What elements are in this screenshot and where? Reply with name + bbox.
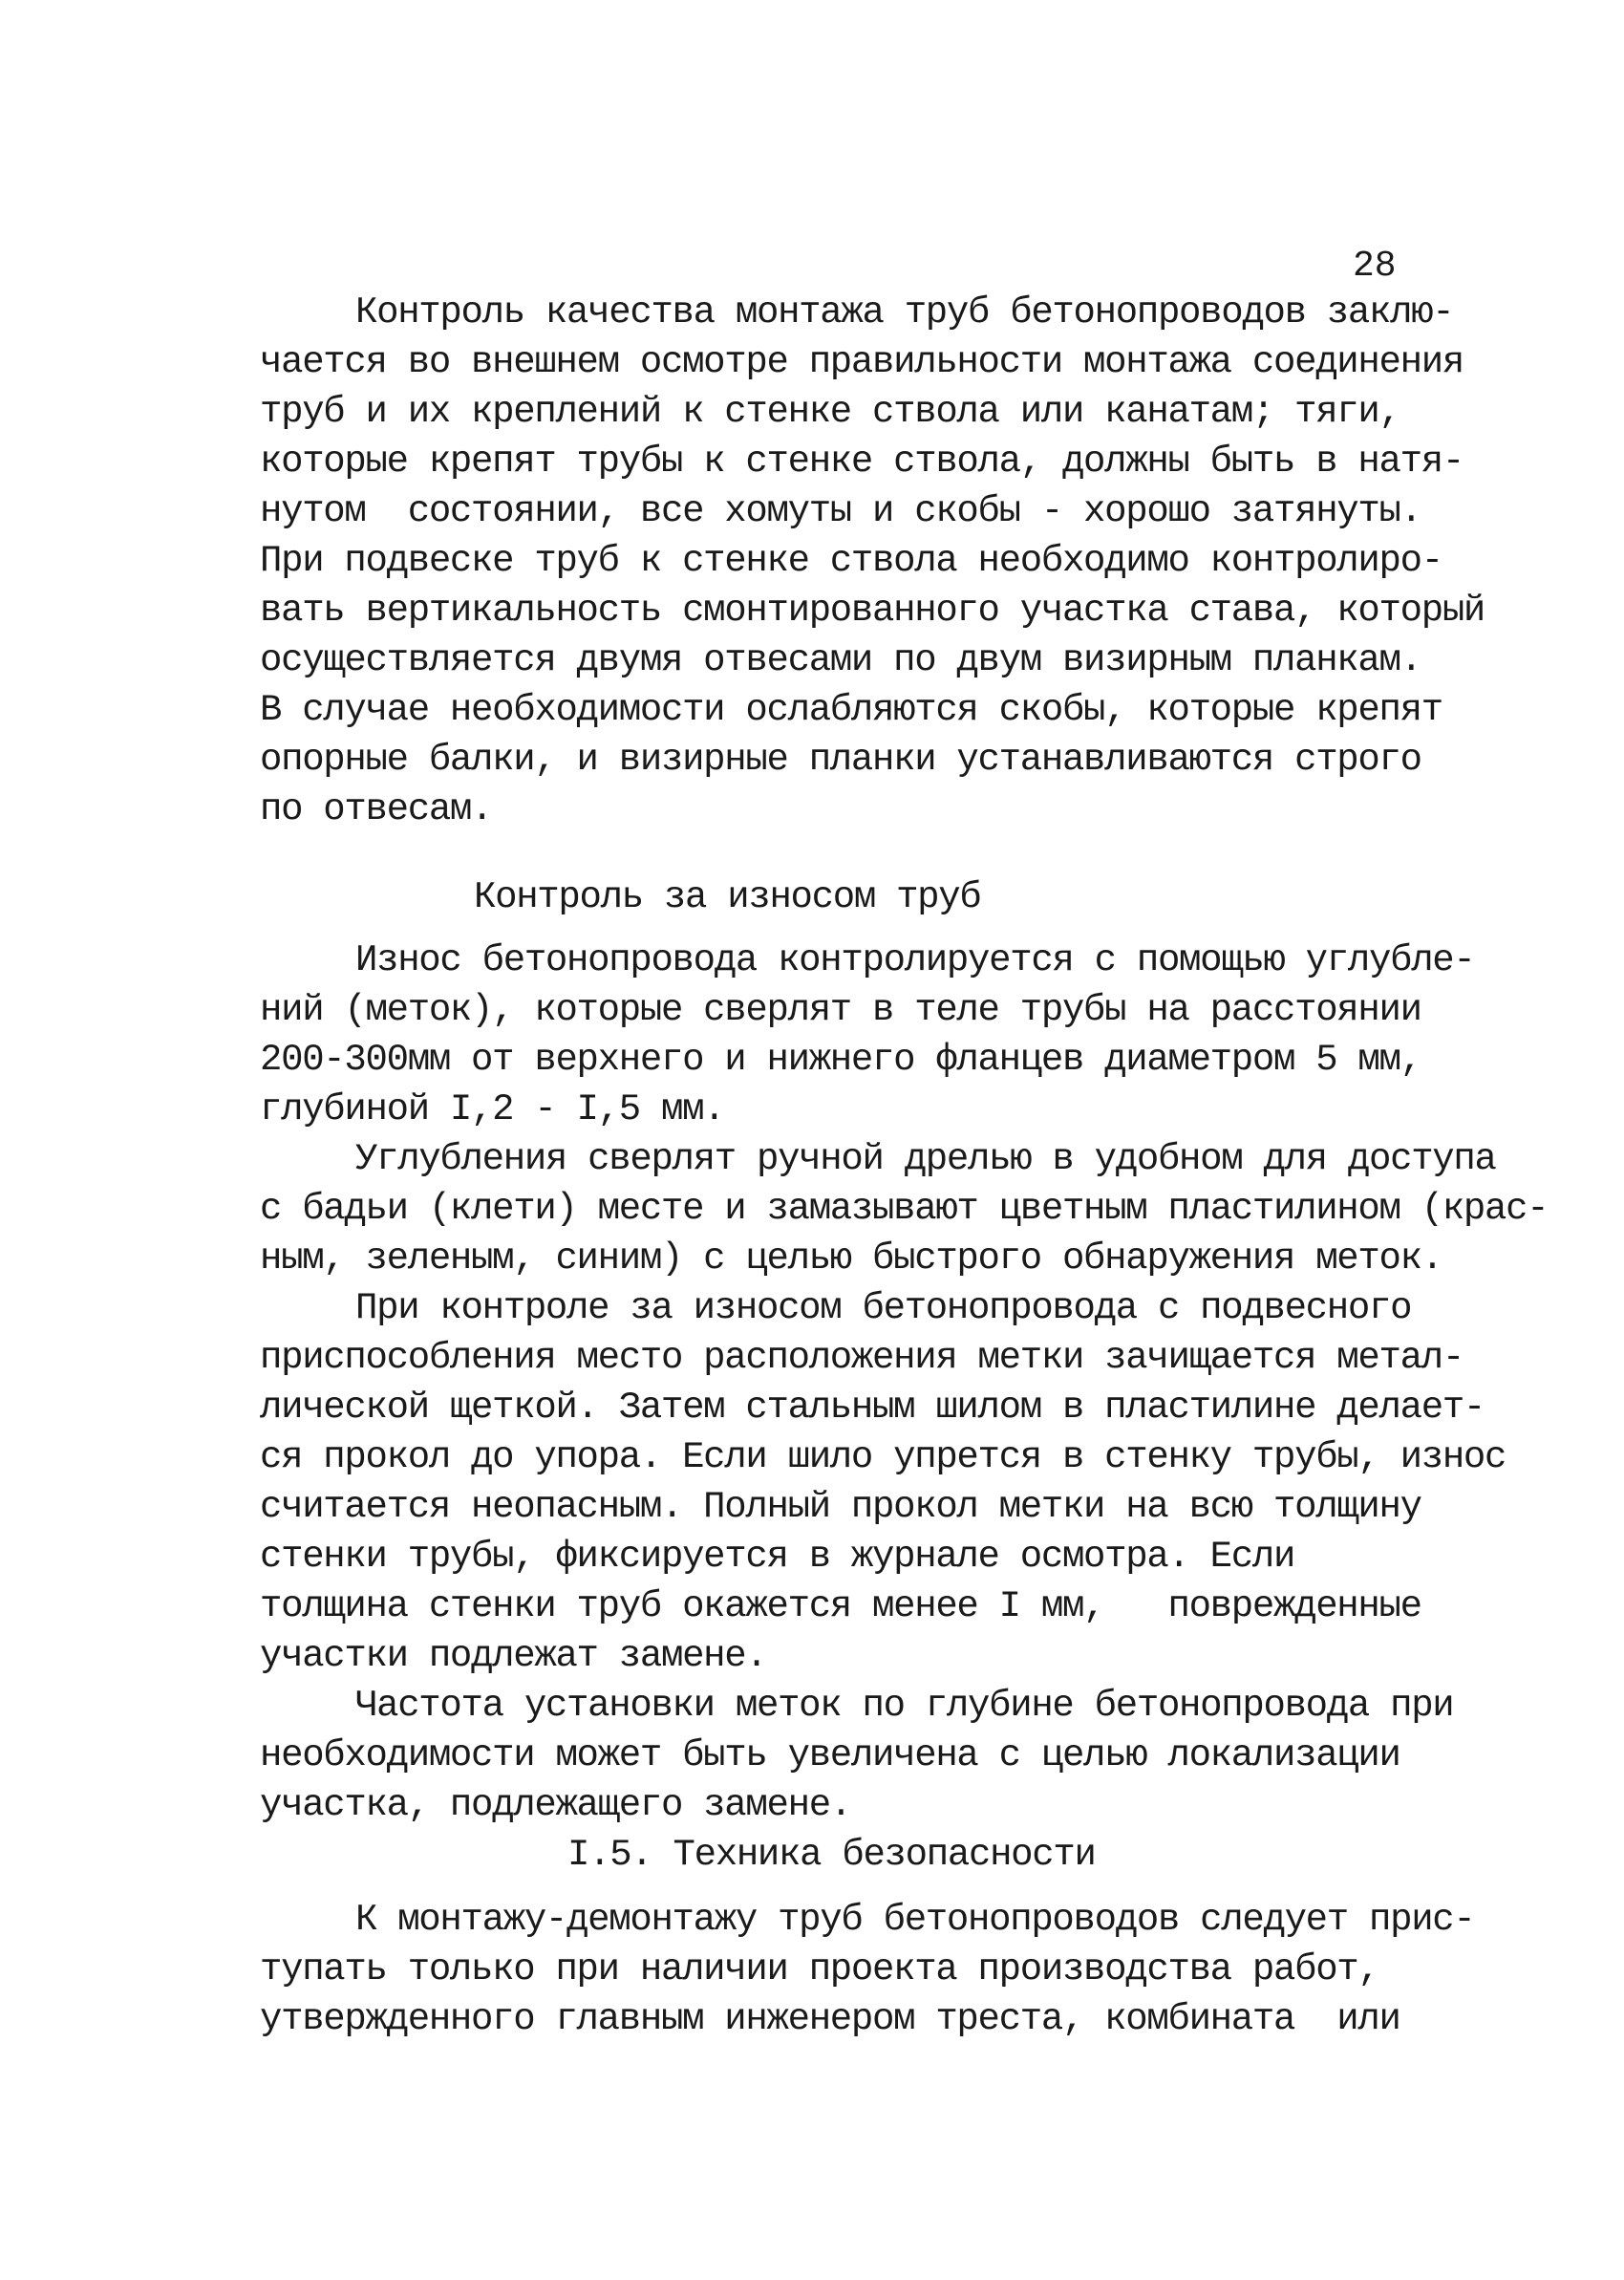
text-line: нутом состоянии, все хомуты и скобы - хорошо затянуты. [260,490,1421,532]
text-line: с бадьи (клети) месте и замазывают цветным пластилином (крас- [260,1188,1549,1230]
text-line: по отвесам. [260,788,493,830]
text-line: считается неопасным. Полный прокол метки на всю толщину [260,1486,1421,1528]
text-line: участки подлежат замене. [260,1635,767,1677]
text-line: труб и их креплений к стенке ствола или канатам; тяги, [260,391,1400,433]
text-line: тупать только при наличии проекта производства работ, [260,1948,1379,1990]
section-heading: Контроль за износом труб [474,876,981,918]
text-line: Частота установки меток по глубине бетонопровода при [355,1685,1454,1727]
text-line: глубиной I,2 - I,5 мм. [260,1088,725,1130]
text-line: При подвеске труб к стенке ствола необходимо контролиро- [260,540,1442,582]
text-line: опорные балки, и визирные планки устанавливаются строго [260,739,1421,781]
text-line: В случае необходимости ослабляются скобы, которые крепят [260,689,1442,731]
text-line: ся прокол до упора. Если шило упрется в стенку трубы, износ [260,1436,1506,1478]
text-line: Износ бетонопровода контролируется с помощью углубле- [355,939,1475,981]
text-line: приспособления место расположения метки зачищается метал- [260,1337,1464,1379]
text-line: стенки трубы, фиксируется в журнале осмотра. Если [260,1536,1295,1578]
text-line: ным, зеленым, синим) с целью быстрого обнаружения меток. [260,1237,1442,1280]
text-line: При контроле за износом бетонопровода с подвесного [355,1287,1412,1329]
text-line: лической щеткой. Затем стальным шилом в пластилине делает- [260,1387,1485,1429]
text-line: К монтажу-демонтажу труб бетонопроводов следует прис- [355,1899,1475,1941]
section-heading: I.5. Техника безопасности [567,1834,1096,1876]
text-line: утвержденного главным инженером треста, комбината или [260,1998,1400,2040]
text-line: Контроль качества монтажа труб бетонопроводов заклю- [355,291,1454,333]
text-line: ний (меток), которые сверлят в теле трубы на расстоянии [260,989,1421,1031]
text-line: 200-300мм от верхнего и нижнего фланцев диаметром 5 мм, [260,1039,1421,1081]
text-line: Углубления сверлят ручной дрелью в удобном для доступа [355,1138,1496,1180]
text-line: вать вертикальность смонтированного участка става, который [260,590,1485,632]
text-line: необходимости может быть увеличена с целью локализации [260,1734,1400,1776]
text-line: толщина стенки труб окажется менее I мм, поврежденные [260,1585,1421,1627]
text-line: осуществляется двумя отвесами по двум визирным планкам. [260,639,1421,681]
text-line: участка, подлежащего замене. [260,1784,851,1826]
text-line: чается во внешнем осмотре правильности монтажа соединения [260,341,1464,383]
page-number: 28 [1353,246,1397,287]
text-line: которые крепят трубы к стенке ствола, должны быть в натя- [260,441,1464,483]
